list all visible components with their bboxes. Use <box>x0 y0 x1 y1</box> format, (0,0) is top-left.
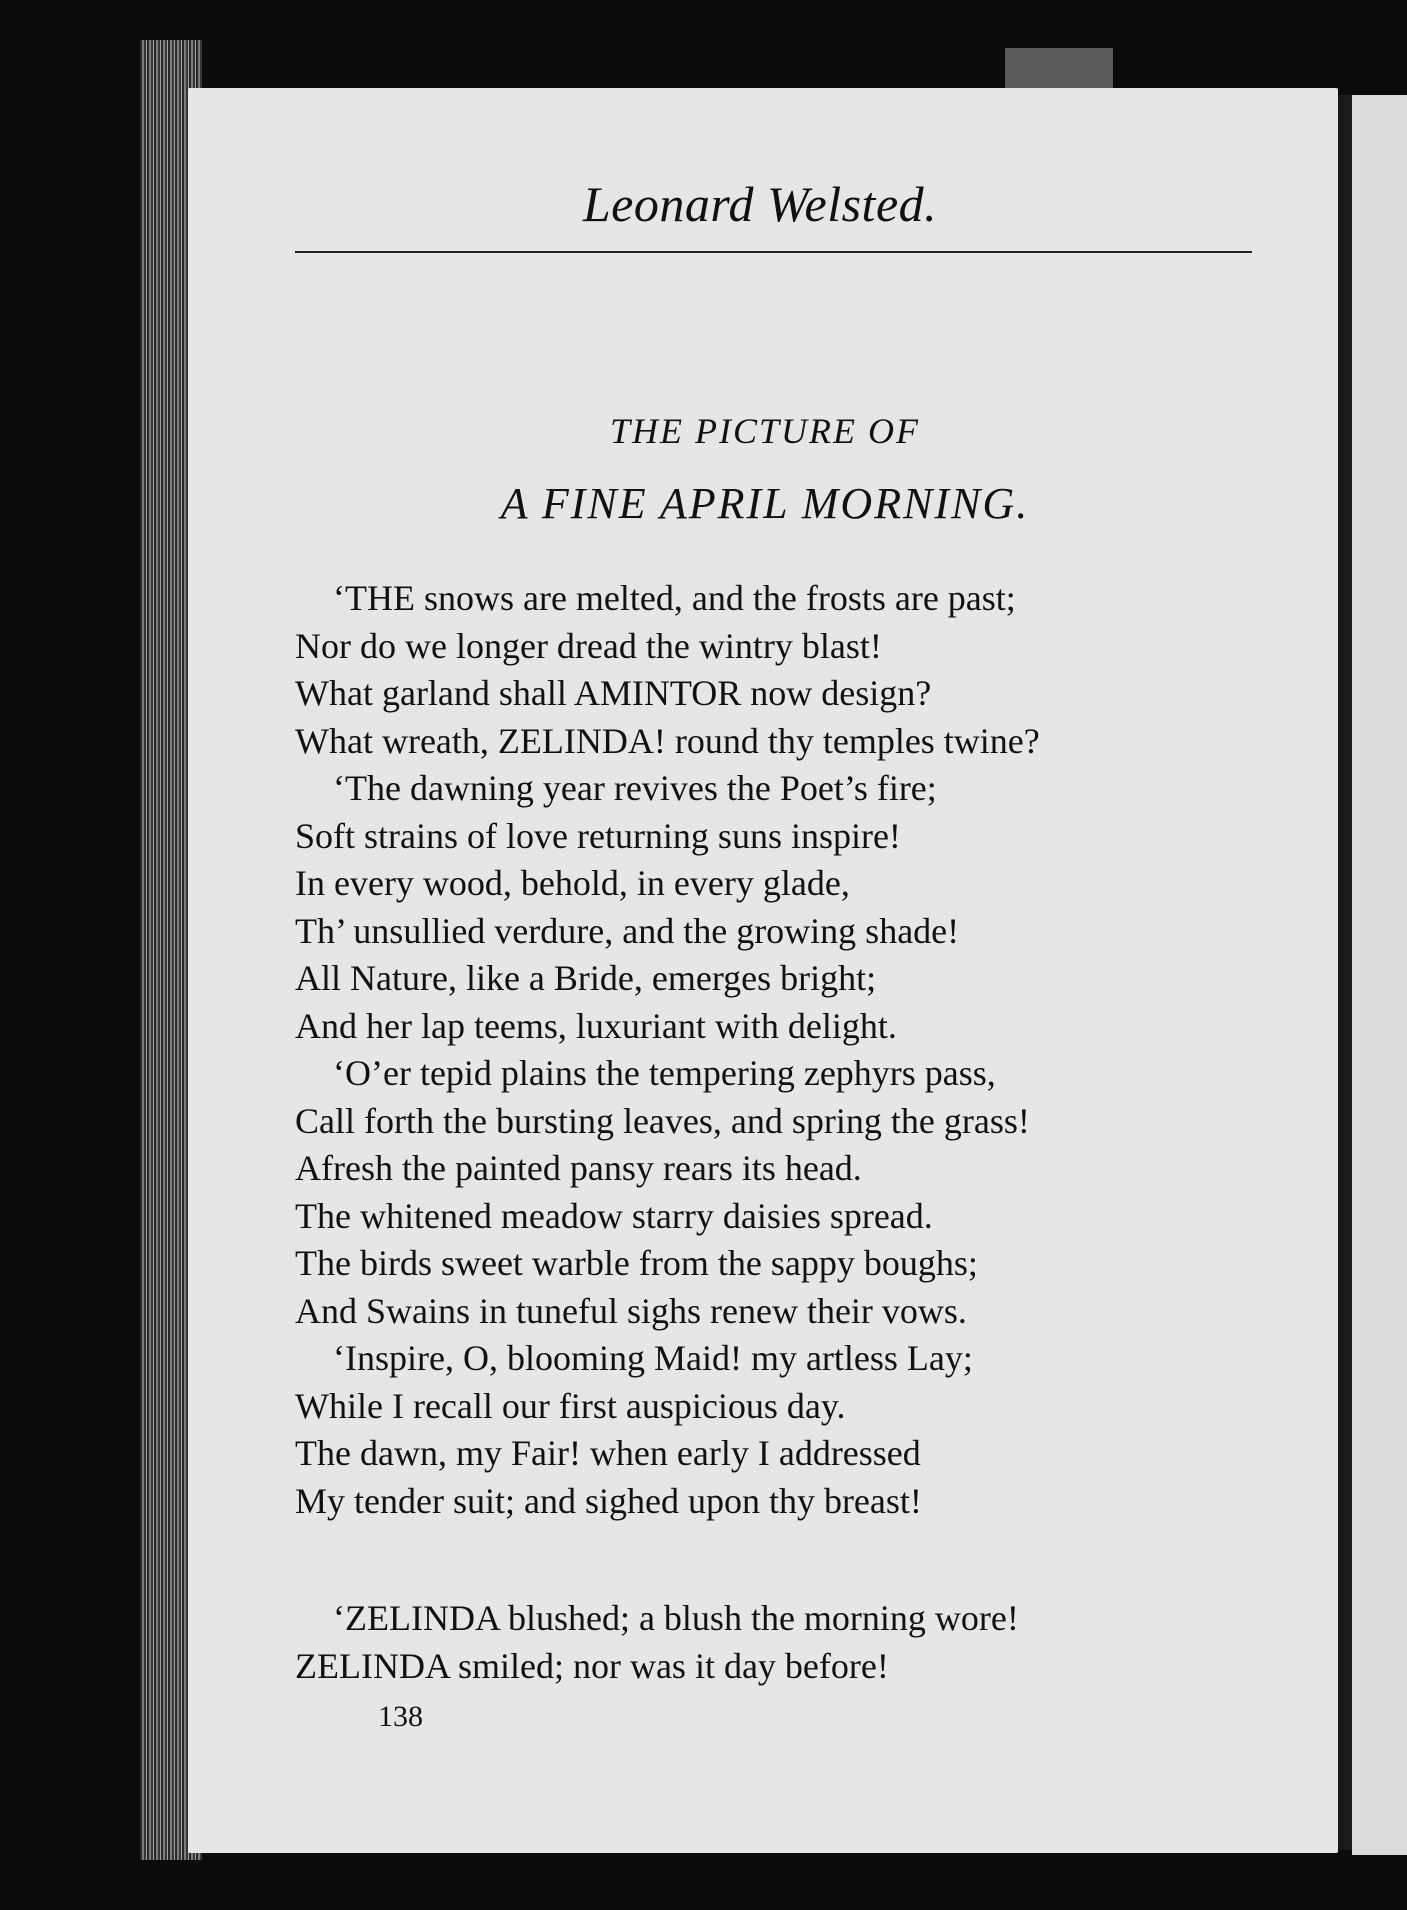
poem-line: All Nature, like a Bride, emerges bright; <box>295 958 877 998</box>
poem-line: Afresh the painted pansy rears its head. <box>295 1148 862 1188</box>
facing-page-edge <box>1352 95 1407 1855</box>
poem-body <box>295 575 1275 1690</box>
poem-line: Call forth the bursting leaves, and spring the grass! <box>295 1100 1030 1141</box>
poem-line: The whitened meadow starry daisies spread. <box>295 1195 933 1236</box>
poem-line: My tender suit; and sighed upon thy breast! <box>295 1480 922 1521</box>
poem-line: ‘The dawning year revives the Poet’s fire; <box>333 768 937 808</box>
poem-line: And Swains in tuneful sighs renew their vows. <box>295 1290 967 1331</box>
poem-title-line-2: A FINE APRIL MORNING. <box>500 479 1030 528</box>
poem-line: While I recall our first auspicious day. <box>295 1385 846 1426</box>
poem-line: ‘ZELINDA blushed; a blush the morning wore! <box>333 1598 1019 1638</box>
poem-line: Nor do we longer dread the wintry blast! <box>295 625 882 666</box>
poem-line: ZELINDA smiled; nor was it day before! <box>295 1645 889 1686</box>
stanza <box>295 765 1275 1050</box>
poem-line: ‘THE snows are melted, and the frosts are past; <box>333 578 1016 618</box>
poem-line: Soft strains of love returning suns inspire! <box>295 815 901 856</box>
stanza-break <box>295 1525 1275 1595</box>
poem-line: What garland shall AMINTOR now design? <box>295 673 932 713</box>
header-rule <box>295 251 1252 253</box>
stanza <box>295 1050 1275 1335</box>
poem-line: In every wood, behold, in every glade, <box>295 863 850 903</box>
poem-title-line-1: THE PICTURE OF <box>610 411 920 451</box>
poem-line: The dawn, my Fair! when early I addressed <box>295 1433 921 1473</box>
poem-line: ‘O’er tepid plains the tempering zephyrs pass, <box>333 1053 996 1093</box>
poem-line: What wreath, ZELINDA! round thy temples twine? <box>295 720 1040 761</box>
stanza <box>295 575 1275 765</box>
scan-tab-strip <box>1005 48 1113 88</box>
stanza <box>295 1335 1275 1525</box>
poem-line: ‘Inspire, O, blooming Maid! my artless Lay; <box>333 1338 973 1378</box>
poem-line: The birds sweet warble from the sappy boughs; <box>295 1243 978 1283</box>
page-number: 138 <box>378 1700 423 1733</box>
poem-line: Th’ unsullied verdure, and the growing shade! <box>295 910 960 951</box>
stanza <box>295 1595 1275 1690</box>
running-head: Leonard Welsted. <box>582 176 938 232</box>
gutter-shadow <box>1338 95 1352 1850</box>
poem-line: And her lap teems, luxuriant with delight. <box>295 1005 897 1046</box>
